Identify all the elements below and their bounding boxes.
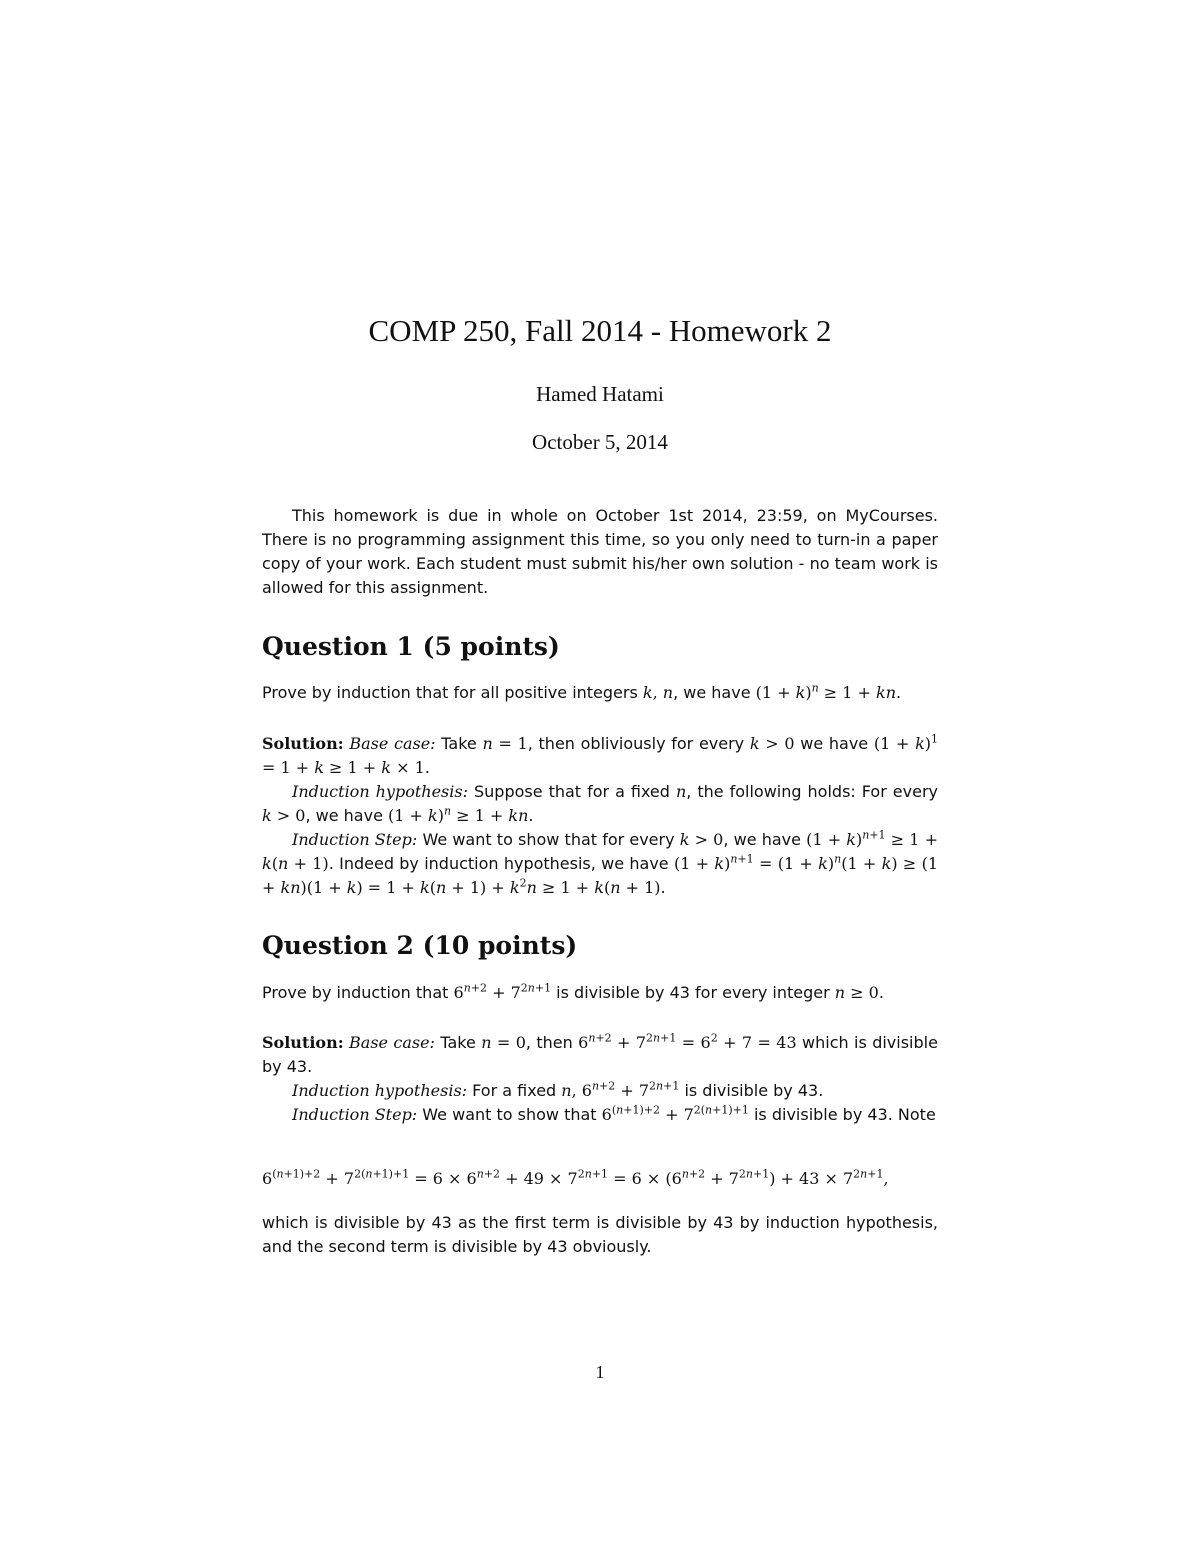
q1-solution-label: Solution: <box>262 734 344 753</box>
document-title: COMP 250, Fall 2014 - Homework 2 <box>368 313 832 348</box>
q2-base-b: , then <box>525 1033 573 1052</box>
q2-solution-label: Solution: <box>262 1033 344 1052</box>
q2-hyp-expr: n, $6^{n+2} + 7^{2n+1}$ <box>561 1079 680 1100</box>
q1-hyp-eq: $(1 + k)^n \ge 1$ + kn. <box>388 804 534 825</box>
question-2-step <box>262 1103 938 1127</box>
question-1-base-case <box>262 732 938 780</box>
q1-prompt-inequality: $(1 + k)^n \ge 1$ + kn. <box>755 681 902 702</box>
question-2-prompt <box>262 981 938 1005</box>
q2-step-a: We want to show that <box>422 1105 597 1124</box>
q1-step-a: We want to show that for every <box>422 830 675 849</box>
q1-hyp-c: , we have <box>305 806 383 825</box>
q1-base-label: Base case: <box>349 734 436 753</box>
q1-base-c: we have <box>800 734 869 753</box>
question-1-hypothesis <box>262 780 938 828</box>
q1-step-b: , we have <box>723 830 801 849</box>
q1-base-a: Take <box>441 734 477 753</box>
q1-base-k: k > 0 <box>749 734 795 753</box>
q1-hyp-label: Induction hypothesis: <box>292 782 468 801</box>
q1-base-eq: $(1 + k)^1 = 1 + k \ge 1 + k \times 1$. <box>262 732 939 777</box>
q1-step-derivation: $(1 + k)^{n+1} = (1 + k)^n(1 + k) \ge (1 + kn)(1 + k) = 1 + k(n + 1) + k^2n \ge 1 + k(n + 1)$. <box>262 852 939 897</box>
q1-prompt-prefix: Prove by induction that for all positive integers <box>262 683 638 702</box>
q2-hyp-label: Induction hypothesis: <box>292 1081 468 1100</box>
q2-base-a: Take <box>440 1033 476 1052</box>
question-2-base-case <box>262 1031 938 1079</box>
page-number: 1 <box>595 1362 605 1382</box>
q1-hyp-k: k > 0 <box>262 806 306 825</box>
question-2-hypothesis <box>262 1079 938 1103</box>
q2-step-b: is divisible by 43. Note <box>753 1105 936 1124</box>
q2-prompt-expr: $6^{n+2} + 7^{2n+1}$ <box>453 981 552 1002</box>
q2-prompt-prefix: Prove by induction that <box>262 983 449 1002</box>
question-1-prompt <box>262 681 938 705</box>
q1-step-label: Induction Step: <box>292 830 418 849</box>
q2-step-goal: $6^{(n+1)+2} + 7^{2(n+1)+1}$ <box>601 1103 749 1124</box>
q2-hyp-b: is divisible by 43. <box>684 1081 824 1100</box>
q1-step-k: k > 0 <box>679 830 724 849</box>
q1-prompt-vars: k, n <box>642 683 674 702</box>
q2-base-n: n = 0 <box>481 1033 526 1052</box>
q2-base-label: Base case: <box>349 1033 435 1052</box>
question-1-heading: Question 1 (5 points) <box>262 632 560 661</box>
q2-step-label: Induction Step: <box>292 1105 418 1124</box>
question-2-equation <box>262 1167 938 1191</box>
q2-derivation: $6^{(n+1)+2} + 7^{2(n+1)+1} = 6 \times 6^{n+2} + 49 \times 7^{2n+1} = 6 \times (6^{n+2} + 7^{2n+1}) + 43 \times 7^{2n+1}$, <box>262 1167 889 1188</box>
q1-base-b: , then obliviously for every <box>527 734 745 753</box>
question-2-heading: Question 2 (10 points) <box>262 931 578 960</box>
q1-hyp-b: , the following holds: For every <box>686 782 939 801</box>
q1-base-n: n = 1 <box>482 734 528 753</box>
question-2-conclusion: which is divisible by 43 as the first term is divisible by 43 by induction hypothesis, and the second term is divisible by 43 obviously. <box>262 1213 938 1256</box>
document-date: October 5, 2014 <box>532 430 668 454</box>
q1-step-c: . Indeed by induction hypothesis, we have <box>328 854 669 873</box>
q1-hyp-n: n <box>675 782 687 801</box>
q1-prompt-mid: , we have <box>673 683 751 702</box>
q2-hyp-a: For a fixed <box>472 1081 557 1100</box>
q1-hyp-a: Suppose that for a fixed <box>474 782 670 801</box>
document-author: Hamed Hatami <box>536 382 664 406</box>
q1-step-goal: $(1 + k)^{n+1} \ge 1 + k(n + 1)$ <box>262 828 939 873</box>
q2-prompt-mid: is divisible by 43 for every integer <box>556 983 830 1002</box>
intro-paragraph: This homework is due in whole on October 1st 2014, 23:59, on MyCourses. There is no programming assignment this time, so you only need to turn-in a paper copy of your work. Each student must submit his/her own solution - no team work is allowed for this assignment. <box>262 506 938 597</box>
q2-prompt-cond: n ≥ 0. <box>834 983 884 1002</box>
q2-base-c: which is divisible by 43. <box>262 1033 938 1076</box>
question-1-step <box>262 828 938 900</box>
q2-base-eq: $6^{n+2} + 7^{2n+1} = 6^2 + 7 = 43$ <box>578 1031 797 1052</box>
